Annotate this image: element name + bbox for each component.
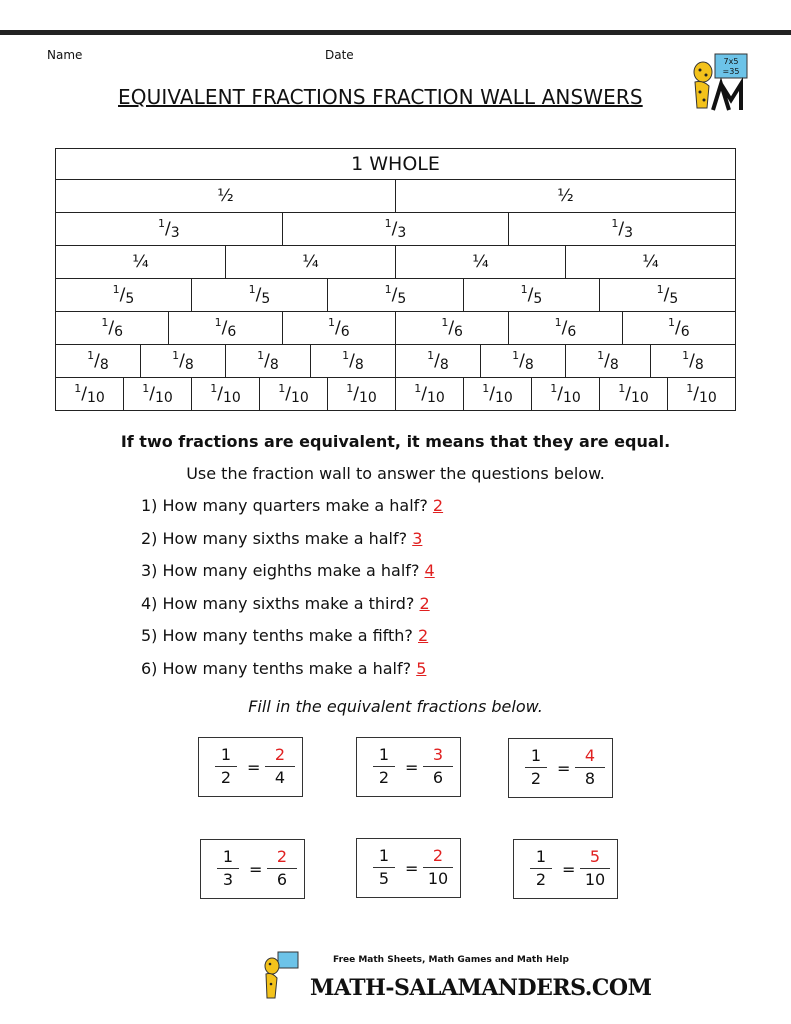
answer-denominator: 10 xyxy=(423,867,453,890)
fraction-slash: / xyxy=(604,351,610,371)
denominator: 2 xyxy=(530,868,552,891)
fraction-denominator: 5 xyxy=(261,291,271,307)
logo-text-2: =35 xyxy=(722,67,740,76)
footer-site-link[interactable]: MATH-SALAMANDERS.COM xyxy=(310,975,652,1001)
salamander-logo-icon xyxy=(685,52,749,114)
answer-fraction xyxy=(423,744,453,789)
answer-denominator: 8 xyxy=(575,767,605,790)
fraction-slash: / xyxy=(689,351,695,371)
fraction-slash: / xyxy=(421,384,427,404)
fraction-denominator: 3 xyxy=(170,225,180,241)
fraction-slash: / xyxy=(527,285,534,305)
answer-value: 3 xyxy=(412,528,423,548)
date-label: Date xyxy=(325,48,354,62)
fraction-numerator: 1 xyxy=(550,381,558,395)
equivalent-box-2 xyxy=(356,737,461,797)
fraction-numerator: 1 xyxy=(482,381,490,395)
numerator: 1 xyxy=(220,745,232,764)
answer-denominator: 6 xyxy=(267,868,297,891)
question-5 xyxy=(141,626,428,645)
question-3 xyxy=(141,561,435,580)
wall-cell xyxy=(56,312,169,345)
wall-cell xyxy=(141,345,226,378)
fraction-denominator: 10 xyxy=(494,390,513,406)
fraction-numerator: 1 xyxy=(554,315,562,329)
fraction-slash: / xyxy=(489,384,495,404)
answer-denominator: 10 xyxy=(580,868,610,891)
question-6 xyxy=(141,659,426,678)
fraction-numerator: 1 xyxy=(101,315,109,329)
fraction-slash: / xyxy=(349,351,355,371)
fraction-slash: / xyxy=(693,384,699,404)
equivalent-box-3 xyxy=(508,738,613,798)
fraction-slash: / xyxy=(81,384,87,404)
wall-cell-whole: 1 WHOLE xyxy=(56,148,736,180)
fraction-slash: / xyxy=(391,219,398,239)
fraction-denominator: 6 xyxy=(454,324,463,340)
answer-numerator: 2 xyxy=(432,846,444,865)
fraction-glyph: ¼ xyxy=(132,252,149,272)
top-rule xyxy=(0,30,791,35)
fraction-slash: / xyxy=(217,384,223,404)
answer-fraction xyxy=(267,846,297,891)
fraction-glyph: ¼ xyxy=(472,252,489,272)
fraction-slash: / xyxy=(149,384,155,404)
fraction-numerator: 1 xyxy=(142,381,150,395)
wall-cell xyxy=(396,180,736,213)
wall-cell xyxy=(509,213,736,246)
footer-tagline: Free Math Sheets, Math Games and Math Help xyxy=(333,955,569,965)
fraction-slash: / xyxy=(165,219,171,239)
denominator: 2 xyxy=(215,766,237,789)
fraction-numerator: 1 xyxy=(512,348,520,362)
fraction-denominator: 8 xyxy=(524,357,534,373)
fraction-numerator: 1 xyxy=(441,315,449,329)
fraction-numerator: 1 xyxy=(257,348,265,362)
fraction-slash: / xyxy=(255,285,262,305)
fraction-denominator: 3 xyxy=(624,225,633,241)
wall-row-4 xyxy=(55,246,736,279)
wall-cell xyxy=(56,213,283,246)
question-text: 2) How many sixths make a half? xyxy=(141,528,408,548)
wall-cell xyxy=(283,213,510,246)
fraction-slash: / xyxy=(285,384,291,404)
page-title: EQUIVALENT FRACTIONS FRACTION WALL ANSWERS xyxy=(118,85,643,109)
equals-sign: = xyxy=(557,759,571,778)
fraction-denominator: 6 xyxy=(680,324,690,340)
fraction-numerator: 1 xyxy=(427,348,435,362)
wall-cell xyxy=(600,378,668,411)
fraction-denominator: 10 xyxy=(222,390,241,406)
question-4 xyxy=(141,594,430,613)
instruction-text: Use the fraction wall to answer the questions below. xyxy=(186,464,605,483)
wall-cell xyxy=(651,345,736,378)
wall-cell xyxy=(226,246,396,279)
given-fraction xyxy=(373,845,395,890)
fraction-numerator: 1 xyxy=(87,348,95,362)
question-text: 1) How many quarters make a half? xyxy=(141,496,428,515)
wall-row-8 xyxy=(55,345,736,378)
definition-text: If two fractions are equivalent, it means that they are equal. xyxy=(120,432,671,451)
fraction-numerator: 1 xyxy=(214,315,222,329)
fraction-slash: / xyxy=(561,318,568,338)
wall-cell xyxy=(169,312,282,345)
answer-value: 4 xyxy=(424,561,435,580)
fraction-denominator: 5 xyxy=(669,291,679,307)
denominator: 2 xyxy=(525,767,547,790)
fraction-slash: / xyxy=(448,318,455,338)
wall-cell xyxy=(396,345,481,378)
given-fraction xyxy=(373,744,395,789)
wall-cell xyxy=(532,378,600,411)
wall-cell xyxy=(56,378,124,411)
answer-value: 5 xyxy=(416,658,427,678)
fraction-slash: / xyxy=(334,318,341,338)
fraction-numerator: 1 xyxy=(686,381,694,395)
fraction-denominator: 10 xyxy=(358,390,377,406)
answer-numerator: 4 xyxy=(584,746,596,765)
fraction-slash: / xyxy=(264,351,270,371)
fraction-numerator: 1 xyxy=(656,282,664,296)
fraction-denominator: 10 xyxy=(86,390,105,406)
fraction-numerator: 1 xyxy=(682,348,690,362)
numerator: 1 xyxy=(535,847,547,866)
answer-numerator: 2 xyxy=(276,847,288,866)
equals-sign: = xyxy=(249,860,263,879)
fraction-denominator: 10 xyxy=(426,390,445,406)
wall-cell xyxy=(124,378,192,411)
wall-row-5 xyxy=(55,279,736,312)
answer-denominator: 6 xyxy=(423,766,453,789)
fraction-numerator: 1 xyxy=(618,381,626,395)
fraction-numerator: 1 xyxy=(611,216,619,230)
fraction-denominator: 10 xyxy=(290,390,309,406)
footer-salamander-icon xyxy=(260,950,302,1002)
equivalent-box-1 xyxy=(198,737,303,797)
wall-cell xyxy=(509,312,622,345)
fraction-slash: / xyxy=(519,351,525,371)
logo-text-1: 7x5 xyxy=(723,57,739,66)
fraction-slash: / xyxy=(353,384,359,404)
numerator: 1 xyxy=(222,847,234,866)
wall-cell xyxy=(464,378,532,411)
fraction-denominator: 8 xyxy=(439,357,449,373)
answer-numerator: 5 xyxy=(589,847,601,866)
numerator: 1 xyxy=(378,846,390,865)
wall-cell xyxy=(226,345,311,378)
fraction-numerator: 1 xyxy=(342,348,350,362)
fraction-numerator: 1 xyxy=(384,216,392,230)
wall-row-whole xyxy=(55,148,736,180)
fraction-denominator: 5 xyxy=(533,291,543,307)
fraction-denominator: 10 xyxy=(154,390,173,406)
fraction-denominator: 6 xyxy=(567,324,577,340)
wall-cell xyxy=(56,180,396,213)
wall-row-2 xyxy=(55,180,736,213)
fraction-numerator: 1 xyxy=(520,282,528,296)
wall-cell xyxy=(396,246,566,279)
fraction-denominator: 5 xyxy=(397,291,407,307)
question-text: 3) How many eighths make a half? xyxy=(141,561,420,580)
equals-sign: = xyxy=(562,860,576,879)
fraction-denominator: 6 xyxy=(227,324,237,340)
fraction-denominator: 10 xyxy=(698,390,717,406)
fraction-denominator: 8 xyxy=(184,357,194,373)
fill-instruction: Fill in the equivalent fractions below. xyxy=(248,697,543,716)
wall-cell xyxy=(464,279,600,312)
question-text: 6) How many tenths make a half? xyxy=(141,658,412,678)
fraction-slash: / xyxy=(221,318,228,338)
fraction-slash: / xyxy=(618,219,625,239)
wall-cell xyxy=(566,246,736,279)
given-fraction xyxy=(525,745,547,790)
fraction-denominator: 10 xyxy=(562,390,581,406)
fraction-numerator: 1 xyxy=(327,315,335,329)
fraction-slash: / xyxy=(663,285,670,305)
fraction-slash: / xyxy=(434,351,440,371)
fraction-numerator: 1 xyxy=(414,381,422,395)
fraction-numerator: 1 xyxy=(667,315,675,329)
wall-cell xyxy=(481,345,566,378)
numerator: 1 xyxy=(530,746,542,765)
fraction-glyph: ¼ xyxy=(642,252,659,272)
fraction-slash: / xyxy=(94,351,100,371)
fraction-slash: / xyxy=(557,384,563,404)
question-text: 5) How many tenths make a fifth? xyxy=(141,626,413,645)
fraction-glyph: ½ xyxy=(557,186,574,206)
wall-cell xyxy=(260,378,328,411)
wall-cell xyxy=(600,279,736,312)
fraction-denominator: 8 xyxy=(354,357,364,373)
wall-cell xyxy=(56,345,141,378)
fraction-denominator: 6 xyxy=(114,324,123,340)
answer-denominator: 4 xyxy=(265,766,295,789)
answer-value: 2 xyxy=(418,626,429,645)
wall-cell xyxy=(192,279,328,312)
wall-cell xyxy=(192,378,260,411)
fraction-numerator: 1 xyxy=(74,381,82,395)
fraction-denominator: 8 xyxy=(99,357,109,373)
given-fraction xyxy=(530,846,552,891)
answer-value: 2 xyxy=(432,496,444,515)
fraction-slash: / xyxy=(108,318,115,338)
given-fraction xyxy=(217,846,239,891)
fraction-slash: / xyxy=(179,351,185,371)
fraction-denominator: 8 xyxy=(269,357,279,373)
wall-cell xyxy=(283,312,396,345)
denominator: 5 xyxy=(373,867,395,890)
question-text: 4) How many sixths make a third? xyxy=(141,593,415,613)
wall-row-3 xyxy=(55,213,736,246)
fraction-slash: / xyxy=(674,318,681,338)
fraction-denominator: 10 xyxy=(630,390,649,406)
wall-cell xyxy=(328,378,396,411)
equals-sign: = xyxy=(405,758,419,777)
wall-cell xyxy=(668,378,736,411)
answer-fraction xyxy=(575,745,605,790)
denominator: 3 xyxy=(217,868,239,891)
wall-cell xyxy=(566,345,651,378)
fraction-numerator: 1 xyxy=(248,282,256,296)
fraction-slash: / xyxy=(625,384,631,404)
fraction-numerator: 1 xyxy=(210,381,218,395)
answer-fraction xyxy=(265,744,295,789)
equivalent-box-5 xyxy=(356,838,461,898)
fraction-denominator: 8 xyxy=(609,357,619,373)
fraction-wall xyxy=(55,148,736,411)
fraction-glyph: ½ xyxy=(217,186,234,206)
answer-value: 2 xyxy=(419,593,430,613)
equivalent-box-4 xyxy=(200,839,305,899)
fraction-denominator: 6 xyxy=(340,324,350,340)
name-label: Name xyxy=(47,48,83,62)
fraction-numerator: 1 xyxy=(112,282,120,296)
fraction-slash: / xyxy=(119,285,126,305)
fraction-glyph: ¼ xyxy=(302,252,319,272)
fraction-numerator: 1 xyxy=(172,348,180,362)
fraction-numerator: 1 xyxy=(597,348,605,362)
equals-sign: = xyxy=(247,758,261,777)
fraction-slash: / xyxy=(391,285,398,305)
question-2 xyxy=(141,529,422,548)
equivalent-box-6 xyxy=(513,839,618,899)
answer-numerator: 3 xyxy=(432,745,444,764)
question-1 xyxy=(141,496,443,515)
equals-sign: = xyxy=(405,859,419,878)
fraction-denominator: 8 xyxy=(694,357,704,373)
wall-cell xyxy=(396,378,464,411)
fraction-numerator: 1 xyxy=(278,381,286,395)
wall-row-10 xyxy=(55,378,736,411)
wall-cell xyxy=(56,246,226,279)
answer-fraction xyxy=(423,845,453,890)
answer-fraction xyxy=(580,846,610,891)
numerator: 1 xyxy=(378,745,390,764)
wall-cell xyxy=(623,312,736,345)
wall-cell xyxy=(328,279,464,312)
answer-numerator: 2 xyxy=(274,745,286,764)
fraction-denominator: 3 xyxy=(397,225,407,241)
wall-cell xyxy=(396,312,509,345)
wall-cell xyxy=(56,279,192,312)
fraction-numerator: 1 xyxy=(384,282,392,296)
wall-row-6 xyxy=(55,312,736,345)
fraction-numerator: 1 xyxy=(346,381,354,395)
given-fraction xyxy=(215,744,237,789)
fraction-denominator: 5 xyxy=(125,291,135,307)
wall-cell xyxy=(311,345,396,378)
fraction-numerator: 1 xyxy=(158,216,165,230)
denominator: 2 xyxy=(373,766,395,789)
